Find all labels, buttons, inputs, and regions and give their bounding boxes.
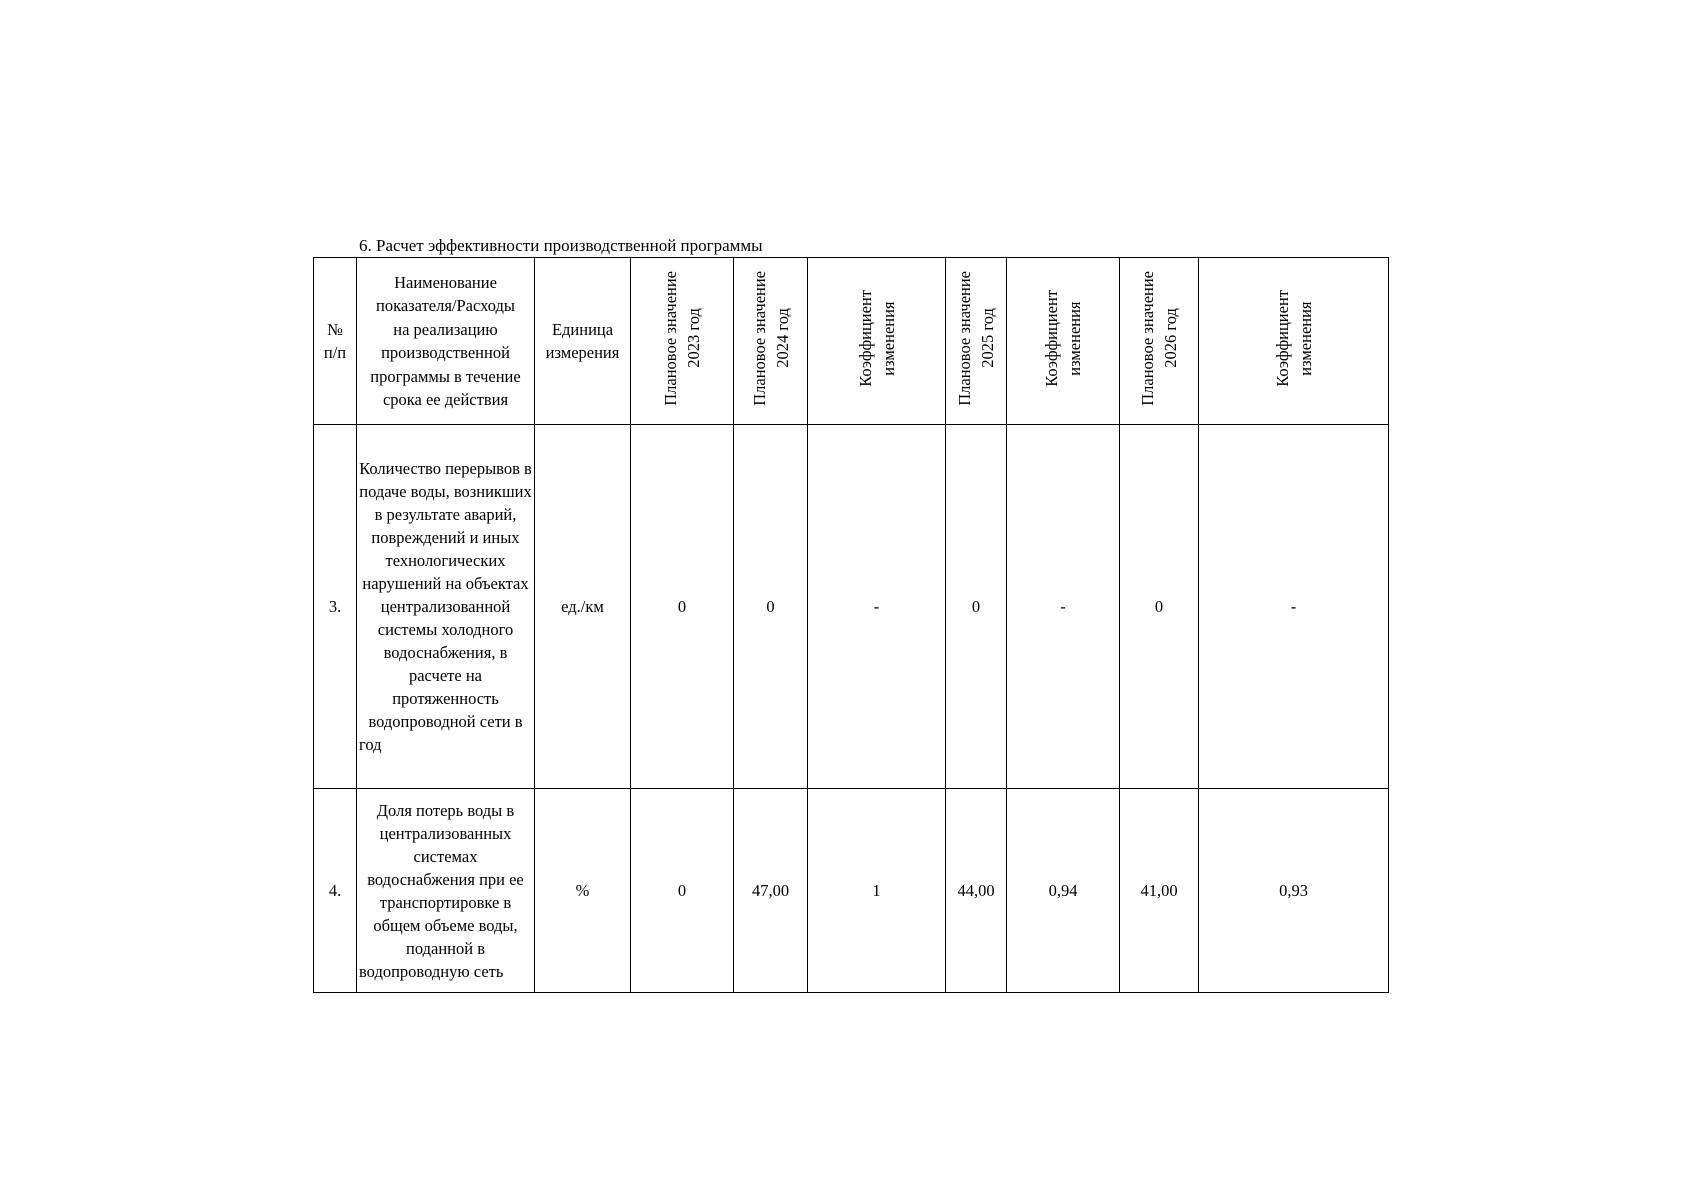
cell-plan-2025: 0 bbox=[946, 425, 1007, 789]
cell-plan-2023: 0 bbox=[631, 789, 734, 993]
header-plan-2023: Плановое значение 2023 год bbox=[631, 258, 734, 425]
cell-coef-2: - bbox=[1007, 425, 1120, 789]
cell-plan-2026: 41,00 bbox=[1120, 789, 1199, 993]
cell-plan-2026: 0 bbox=[1120, 425, 1199, 789]
cell-plan-2024: 47,00 bbox=[734, 789, 808, 993]
cell-indicator-name: Доля потерь воды в централизованных системах водоснабжения при ее транспортировке в общем объеме воды, поданной в водопроводную сеть bbox=[357, 789, 535, 993]
cell-coef-2: 0,94 bbox=[1007, 789, 1120, 993]
header-plan-2026: Плановое значение 2026 год bbox=[1120, 258, 1199, 425]
cell-plan-2025: 44,00 bbox=[946, 789, 1007, 993]
cell-coef-1: 1 bbox=[808, 789, 946, 993]
header-plan-2024: Плановое значение 2024 год bbox=[734, 258, 808, 425]
cell-plan-2023: 0 bbox=[631, 425, 734, 789]
table-row bbox=[314, 789, 1389, 993]
header-coef-3: Коэффициент изменения bbox=[1199, 258, 1389, 425]
header-coef-1: Коэффициент изменения bbox=[808, 258, 946, 425]
cell-indicator-name: Количество перерывов в подаче воды, возникших в результате аварий, повреждений и иных технологических нарушений на объектах централизованной системы холодного водоснабжения, в расчете на протяженность водопроводной сети в год bbox=[357, 425, 535, 789]
cell-coef-3: 0,93 bbox=[1199, 789, 1389, 993]
cell-num: 4. bbox=[314, 789, 357, 993]
cell-unit: ед./км bbox=[535, 425, 631, 789]
cell-coef-3: - bbox=[1199, 425, 1389, 789]
header-name: Наименование показателя/Расходы на реализацию производственной программы в течение срока ее действия bbox=[357, 258, 535, 425]
table-row bbox=[314, 425, 1389, 789]
cell-unit: % bbox=[535, 789, 631, 993]
cell-coef-1: - bbox=[808, 425, 946, 789]
cell-num: 3. bbox=[314, 425, 357, 789]
cell-plan-2024: 0 bbox=[734, 425, 808, 789]
header-unit: Единица измерения bbox=[535, 258, 631, 425]
header-num: № п/п bbox=[314, 258, 357, 425]
header-row bbox=[314, 258, 1389, 425]
header-plan-2025: Плановое значение 2025 год bbox=[946, 258, 1007, 425]
table-caption: 6. Расчет эффективности производственной программы bbox=[359, 236, 763, 255]
header-coef-2: Коэффициент изменения bbox=[1007, 258, 1120, 425]
efficiency-table bbox=[313, 257, 1389, 993]
